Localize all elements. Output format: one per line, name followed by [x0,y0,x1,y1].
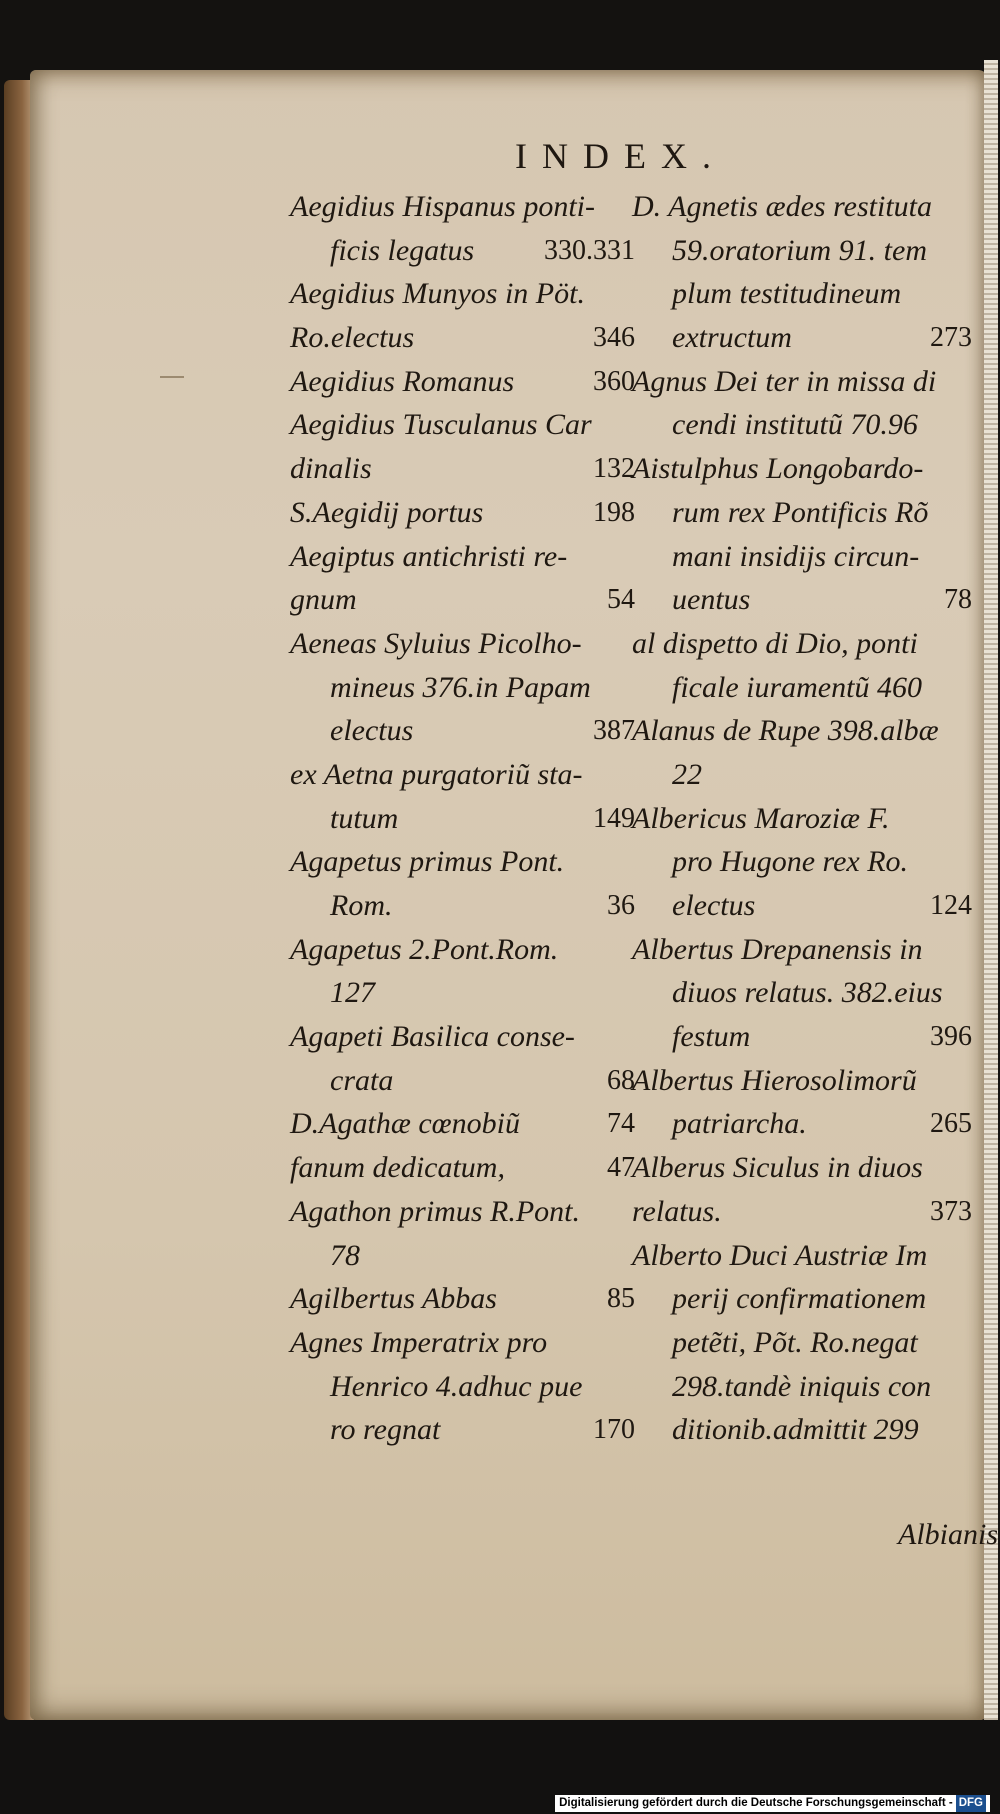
index-line [290,928,635,972]
digitization-credit [555,1795,990,1812]
index-line [632,316,972,360]
index-line [632,1408,972,1452]
index-line [632,360,972,404]
index-line [632,928,972,972]
index-entry-text: Agathon primus R.Pont. [290,1194,580,1228]
index-line [290,403,635,447]
index-line [290,753,635,797]
index-entry-text: Aeneas Syluius Picolho- [290,626,582,660]
index-line [290,272,635,316]
index-entry-text: perij confirmationem [672,1282,927,1316]
index-entry-text: Aegiptus antichristi re- [290,539,568,573]
index-entry-text: Ro.electus [290,321,415,355]
index-entry-text: Albertus Drepanensis in [632,932,923,966]
index-line [632,1146,972,1190]
index-line [632,622,972,666]
index-line [632,753,972,797]
page-reference: 124 [930,890,972,921]
page-reference: 170 [593,1414,635,1446]
dfg-logo: DFG [956,1795,986,1812]
index-entry-text: festum [672,1020,751,1054]
page-reference: 68 [607,1064,635,1096]
index-line [632,403,972,447]
page-reference: 273 [930,322,972,354]
index-entry-text: ditionib.admittit 299 [672,1413,919,1447]
catchword: Albianis [898,1518,999,1551]
credit-text: Digitalisierung gefördert durch die Deutsche Forschungsgemeinschaft - [559,1797,953,1809]
page-reference: 54 [607,584,635,616]
index-entry-text: plum testitudineum [672,277,902,311]
index-line [290,535,635,579]
index-line [632,1102,972,1146]
index-line [290,1059,635,1103]
index-entry-text: Agapeti Basilica conse- [290,1020,575,1054]
index-line [632,1015,972,1059]
page-reference: 47 [607,1152,635,1184]
index-entry-text: 78 [330,1238,360,1272]
index-entry-text: Agnus Dei ter in missa di [632,364,937,398]
index-line [632,1234,972,1278]
index-entry-text: dinalis [290,452,372,486]
index-entry-text: Aistulphus Longobardo- [632,452,924,486]
page-reference: 373 [930,1195,972,1227]
index-entry-text: mani insidijs circun- [672,539,920,573]
index-line [290,1277,635,1321]
page-reference: 132 [593,453,635,485]
index-line [632,666,972,710]
page-reference: 346 [593,322,635,354]
page-reference: 198 [593,496,635,528]
index-line [290,971,635,1015]
index-entry-text: pro Hugone rex Ro. [672,845,909,879]
index-line [290,622,635,666]
page-reference: 149 [593,802,635,834]
index-entry-text: gnum [290,583,357,617]
left-index-column [290,185,635,1452]
index-entry-text: Alanus de Rupe 398.albæ [632,714,939,748]
index-line [290,1146,635,1190]
index-entry-text: Agapetus primus Pont. [290,845,565,879]
index-entry-text: Aegidius Hispanus ponti- [290,190,595,223]
index-entry-text: S.Aegidij portus [290,495,484,529]
index-line [632,1059,972,1103]
index-entry-text: extructum [672,321,792,355]
index-entry-text: relatus. [632,1194,722,1228]
index-line [290,797,635,841]
index-line [632,447,972,491]
index-line [290,1190,635,1234]
index-line [632,535,972,579]
index-entry-text: rum rex Pontificis Rõ [672,495,929,529]
index-line [632,709,972,753]
index-entry-text: 22 [672,757,702,791]
index-line [290,666,635,710]
index-line [290,360,635,404]
index-line [632,840,972,884]
index-entry-text: 298.tandè iniquis con [672,1369,932,1403]
index-entry-text: Alberto Duci Austriæ Im [632,1238,928,1272]
index-entry-text: electus [672,889,756,922]
index-line [290,1321,635,1365]
index-entry-text: Aegidius Munyos in Pöt. [290,277,585,311]
index-line [632,272,972,316]
index-line [632,1190,972,1234]
index-entry-text: Aegidius Romanus [290,364,515,398]
index-entry-text: patriarcha. [672,1107,807,1141]
index-entry-text: Aegidius Tusculanus Car [290,408,592,442]
index-entry-text: uentus [672,583,751,617]
index-line [632,1321,972,1365]
index-line [632,971,972,1015]
page-reference: 396 [930,1021,972,1053]
index-line [632,491,972,535]
index-entry-text: petẽti, Põt. Ro.negat [672,1325,918,1359]
index-line [290,447,635,491]
index-entry-text: D. Agnetis ædes restituta [632,190,932,223]
index-line [290,884,635,928]
index-entry-text: ex Aetna purgatoriũ sta- [290,757,583,791]
index-line [290,1365,635,1409]
page-reference: 360 [593,365,635,397]
running-head: INDEX. [515,136,726,176]
index-line [632,884,972,928]
index-line [632,229,972,273]
index-line [290,1102,635,1146]
page-reference: 78 [944,584,972,616]
index-line [632,1277,972,1321]
index-entry-text: tutum [330,801,399,835]
index-entry-text: al dispetto di Dio, ponti [632,626,918,660]
page-reference: 265 [930,1108,972,1140]
index-entry-text: cendi institutũ 70.96 [672,408,918,442]
index-line [290,229,635,273]
index-line [290,1015,635,1059]
page-reference: 85 [607,1283,635,1315]
index-entry-text: electus [330,714,414,748]
right-index-column [632,185,972,1452]
index-entry-text: ficale iuramentũ 460 [672,670,922,704]
page-reference: 74 [607,1108,635,1140]
index-line [290,840,635,884]
index-entry-text: Agilbertus Abbas [290,1282,497,1316]
index-entry-text: Agnes Imperatrix pro [290,1325,548,1359]
index-entry-text: mineus 376.in Papam [330,670,591,704]
index-line [290,1234,635,1278]
index-line [632,797,972,841]
index-entry-text: 127 [330,976,375,1010]
index-line [632,578,972,622]
index-entry-text: Alberus Siculus in diuos [632,1151,923,1185]
index-line [290,709,635,753]
index-entry-text: Agapetus 2.Pont.Rom. [290,932,559,966]
index-line [290,1408,635,1452]
page-reference: 387 [593,715,635,747]
index-entry-text: Albericus Maroziæ F. [632,801,890,835]
index-entry-text: ro regnat [330,1413,441,1447]
index-line [290,578,635,622]
index-entry-text: diuos relatus. 382.eius [672,976,943,1010]
index-entry-text: Rom. [330,889,393,922]
index-entry-text: D.Agathæ cœnobiũ [290,1107,520,1141]
index-entry-text: ficis legatus [330,233,475,267]
index-entry-text: Albertus Hierosolimorũ [632,1063,917,1097]
index-line [632,185,972,229]
index-entry-text: Henrico 4.adhuc pue [330,1369,583,1403]
index-line [290,491,635,535]
index-line [632,1365,972,1409]
page-reference: 330.331 [544,234,635,266]
index-line [290,316,635,360]
page-mark [160,376,184,378]
index-entry-text: fanum dedicatum, [290,1151,505,1185]
index-entry-text: crata [330,1063,394,1097]
page-edges [984,60,998,1725]
index-line [290,185,635,229]
page-reference: 36 [607,890,635,921]
index-entry-text: 59.oratorium 91. tem [672,233,927,267]
